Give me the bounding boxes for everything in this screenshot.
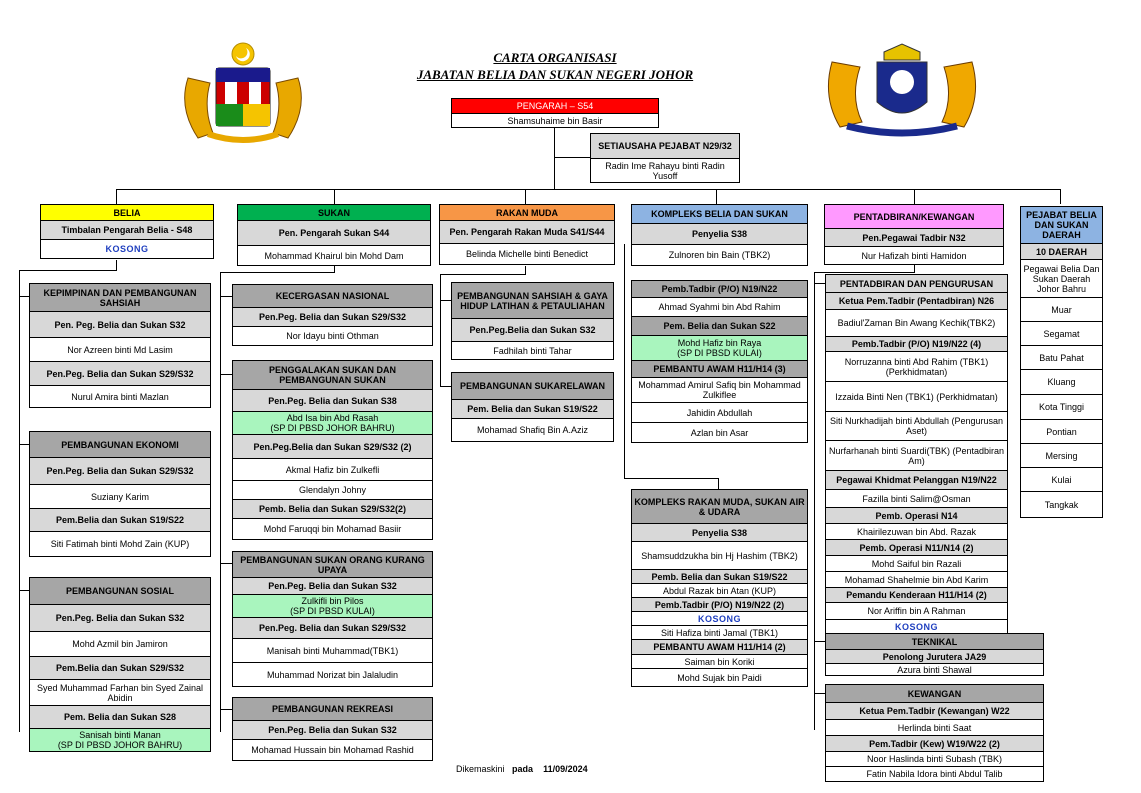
rakan-pen: Pen. Pengarah Rakan Muda S41/S44 [439, 220, 615, 244]
oku-name-1 [232, 594, 433, 618]
connector-line [19, 270, 117, 271]
sosial-name-3a: Sanisah binti Manan [79, 730, 161, 740]
teknikal-name-1: Azura binti Shawal [825, 663, 1044, 676]
connector-line [440, 386, 451, 387]
connector-line [914, 189, 915, 204]
connector-line [19, 270, 20, 732]
pent-sub-post-3: Pegawai Khidmat Pelanggan N19/N22 [825, 470, 1008, 490]
kepimpinan-header: KEPIMPINAN DAN PEMBANGUNAN SAHSIAH [29, 283, 211, 312]
connector-line [116, 189, 117, 204]
oku-name-2a: Manisah binti Muhammad(TBK1) [232, 638, 433, 663]
kepimpinan-post-2: Pen.Peg. Belia dan Sukan S29/S32 [29, 361, 211, 386]
kbs-name-4b: Jahidin Abdullah [631, 402, 808, 423]
pent-sub-name-6a: Nor Ariffin bin A Rahman [825, 602, 1008, 620]
krm-name-2: Abdul Razak bin Atan (KUP) [631, 583, 808, 598]
penggalakan-name-3: Mohd Faruqqi bin Mohamad Basiir [232, 518, 433, 540]
penggalakan-post-2: Pen.Peg.Belia dan Sukan S29/S32 (2) [232, 434, 433, 459]
footer-date: 11/09/2024 [543, 764, 588, 774]
connector-line [19, 444, 29, 445]
penggalakan-name-2b: Glendalyn Johny [232, 480, 433, 500]
teknikal-post-1: Penolong Jurutera JA29 [825, 649, 1044, 664]
daerah-item: Pegawai Belia Dan Sukan Daerah Johor Bahru [1020, 259, 1103, 298]
sahsiah-header: PEMBANGUNAN SAHSIAH & GAYA HIDUP LATIHAN & PETAULIAHAN [451, 282, 614, 319]
oku-header: PEMBANGUNAN SUKAN ORANG KURANG UPAYA [232, 551, 433, 578]
connector-line [220, 272, 221, 732]
connector-line [19, 590, 29, 591]
kewangan-name-2b: Fatin Nabila Idora binti Abdul Talib [825, 766, 1044, 782]
sosial-post-3: Pem. Belia dan Sukan S28 [29, 705, 211, 729]
chart-title-line1: CARTA ORGANISASI [493, 50, 617, 65]
johor-coat-of-arms-logo [822, 42, 982, 137]
pent-sub-name-3: Fazilla binti Salim@Osman [825, 489, 1008, 508]
sukarelawan-header: PEMBANGUNAN SUKARELAWAN [451, 372, 614, 400]
kecergasan-post-1: Pen.Peg. Belia dan Sukan S29/S32 [232, 307, 433, 327]
krm-name-1: Shamsuddzukha bin Hj Hashim (TBK2) [631, 541, 808, 570]
sosial-name-1: Mohd Azmil bin Jamiron [29, 631, 211, 657]
kbs-post-2: Pemb.Tadbir (P/O) N19/N22 [631, 280, 808, 298]
connector-line [334, 189, 335, 204]
footer-label: Dikemaskini [456, 764, 505, 774]
connector-line [220, 563, 232, 564]
krm-name-4a: Saiman bin Koriki [631, 654, 808, 669]
kbs-post-4: PEMBANTU AWAM H11/H14 (3) [631, 360, 808, 378]
pent-name-1: Nur Hafizah binti Hamidon [824, 246, 1004, 265]
pent-sub-name-4: Khairilezuwan bin Abd. Razak [825, 523, 1008, 540]
oku-name-1a: Zulkifli bin Pilos [301, 596, 364, 606]
sukarelawan-name-1: Mohamad Shafiq Bin A.Aziz [451, 418, 614, 442]
penggalakan-name-1 [232, 411, 433, 435]
connector-line [554, 127, 555, 189]
sosial-name-3b: (SP DI PBSD JOHOR BAHRU) [57, 740, 183, 750]
kewangan-post-1: Ketua Pem.Tadbir (Kewangan) W22 [825, 702, 1044, 720]
sosial-name-2: Syed Muhammad Farhan bin Syed Zainal Abidin [29, 679, 211, 706]
pent-sub-name-2b: Izzaida Binti Nen (TBK1) (Perkhidmatan) [825, 381, 1008, 412]
krm-post-4: PEMBANTU AWAM H11/H14 (2) [631, 639, 808, 655]
setiausaha-name: Radin Ime Rahayu binti Radin Yusoff [590, 158, 740, 183]
krm-post-1: Penyelia S38 [631, 523, 808, 542]
connector-line [220, 272, 335, 273]
ekonomi-name-2: Siti Fatimah binti Mohd Zain (KUP) [29, 531, 211, 557]
pent-sub-post-1: Ketua Pem.Tadbir (Pentadbiran) N26 [825, 292, 1008, 310]
daerah-item: Pontian [1020, 419, 1103, 444]
sosial-name-3 [29, 728, 211, 752]
daerah-item: Kluang [1020, 369, 1103, 395]
pengarah-name: Shamsuhaime bin Basir [451, 113, 659, 128]
kewangan-header: KEWANGAN [825, 684, 1044, 703]
pent-sub-name-5a: Mohd Saiful bin Razali [825, 555, 1008, 572]
connector-line [814, 693, 825, 694]
rakan-pen-name: Belinda Michelle binti Benedict [439, 243, 615, 265]
connector-line [116, 260, 117, 270]
pent-sub-name-2c: Siti Nurkhadijah binti Abdullah (Pengurusan Aset) [825, 411, 1008, 441]
daerah-item: Segamat [1020, 321, 1103, 346]
penggalakan-header: PENGGALAKAN SUKAN DAN PEMBANGUNAN SUKAN [232, 360, 433, 390]
rekreasi-post-1: Pen.Peg. Belia dan Sukan S32 [232, 720, 433, 740]
malaysia-coat-of-arms-logo [178, 38, 308, 148]
kewangan-post-2: Pem.Tadbir (Kew) W19/W22 (2) [825, 735, 1044, 752]
connector-line [220, 296, 232, 297]
penggalakan-name-1b: (SP DI PBSD JOHOR BAHRU) [270, 423, 395, 433]
oku-post-2: Pen.Peg. Belia dan Sukan S29/S32 [232, 617, 433, 639]
kbs-post-1: Penyelia S38 [631, 223, 808, 245]
daerah-header: PEJABAT BELIA DAN SUKAN DAERAH [1020, 206, 1103, 244]
footer-updated [456, 764, 588, 774]
rakan-header: RAKAN MUDA [439, 204, 615, 221]
kbs-post-3: Pem. Belia dan Sukan S22 [631, 316, 808, 336]
teknikal-header: TEKNIKAL [825, 633, 1044, 650]
daerah-item: Kota Tinggi [1020, 394, 1103, 420]
kepimpinan-name-1: Nor Azreen binti Md Lasim [29, 337, 211, 362]
connector-line [220, 374, 232, 375]
sukarelawan-post-1: Pem. Belia dan Sukan S19/S22 [451, 399, 614, 419]
belia-timbalan: Timbalan Pengarah Belia - S48 [40, 220, 214, 240]
connector-line [814, 272, 815, 730]
daerah-item: Tangkak [1020, 491, 1103, 518]
setiausaha-header: SETIAUSAHA PEJABAT N29/32 [590, 133, 740, 159]
sosial-post-2: Pem.Belia dan Sukan S29/S32 [29, 656, 211, 680]
rekreasi-name-1: Mohamad Hussain bin Mohamad Rashid [232, 739, 433, 761]
kepimpinan-name-2: Nurul Amira binti Mazlan [29, 385, 211, 408]
krm-name-4b: Mohd Sujak bin Paidi [631, 668, 808, 687]
pent-sub-post-2: Pemb.Tadbir (P/O) N19/N22 (4) [825, 336, 1008, 352]
daerah-item: Kulai [1020, 467, 1103, 492]
daerah-item: Batu Pahat [1020, 345, 1103, 370]
oku-name-2b: Muhammad Norizat bin Jalaludin [232, 662, 433, 687]
krm-name-3a: KOSONG [631, 611, 808, 626]
connector-line [814, 641, 825, 642]
belia-header: BELIA [40, 204, 214, 221]
pent-sub-post-5: Pemb. Operasi N11/N14 (2) [825, 539, 1008, 556]
connector-line [554, 157, 590, 158]
kbs-name-3 [631, 335, 808, 361]
kbs-name-4a: Mohammad Amirul Safiq bin Mohammad Zulkiflee [631, 377, 808, 403]
connector-line [525, 266, 526, 274]
penggalakan-name-1a: Abd Isa bin Abd Rasah [286, 413, 379, 423]
pent-sub-name-2d: Nurfarhanah binti Suardi(TBK) (Pentadbiran Am) [825, 440, 1008, 471]
connector-line [116, 189, 1060, 190]
ekonomi-name-1: Suziany Karim [29, 484, 211, 509]
connector-line [440, 300, 451, 301]
connector-line [440, 274, 526, 275]
connector-line [19, 296, 29, 297]
pent-sub-post-4: Pemb. Operasi N14 [825, 507, 1008, 524]
connector-line [914, 264, 915, 272]
krm-post-3: Pemb.Tadbir (P/O) N19/N22 (2) [631, 597, 808, 612]
kbs-name-1: Zulnoren bin Bain (TBK2) [631, 244, 808, 266]
krm-name-3b: Siti Hafiza binti Jamal (TBK1) [631, 625, 808, 640]
pent-sub-name-2a: Norruzanna binti Abd Rahim (TBK1) (Perkhidmatan) [825, 351, 1008, 382]
pent-sub-post-6: Pemandu Kenderaan H11/H14 (2) [825, 587, 1008, 603]
connector-line [440, 274, 441, 386]
krm-post-2: Pemb. Belia dan Sukan S19/S22 [631, 569, 808, 584]
pengarah-header: PENGARAH – S54 [451, 98, 659, 114]
kepimpinan-post-1: Pen. Peg. Belia dan Sukan S32 [29, 311, 211, 338]
ekonomi-header: PEMBANGUNAN EKONOMI [29, 431, 211, 458]
daerah-item: Mersing [1020, 443, 1103, 468]
penggalakan-post-1: Pen.Peg. Belia dan Sukan S38 [232, 389, 433, 412]
kewangan-name-2a: Noor Haslinda binti Subash (TBK) [825, 751, 1044, 767]
oku-name-1b: (SP DI PBSD KULAI) [290, 606, 375, 616]
daerah-count: 10 DAERAH [1020, 243, 1103, 260]
kbs-name-4c: Azlan bin Asar [631, 422, 808, 443]
sukan-pen: Pen. Pengarah Sukan S44 [237, 220, 431, 246]
sosial-header: PEMBANGUNAN SOSIAL [29, 577, 211, 605]
connector-line [624, 478, 718, 479]
pent-sub-name-1: Badiul'Zaman Bin Awang Kechik(TBK2) [825, 309, 1008, 337]
sosial-post-1: Pen.Peg. Belia dan Sukan S32 [29, 604, 211, 632]
chart-title-line2: JABATAN BELIA DAN SUKAN NEGERI JOHOR [416, 67, 694, 82]
connector-line [1060, 189, 1061, 204]
connector-line [814, 272, 915, 273]
kbs-name-2: Ahmad Syahmi bin Abd Rahim [631, 297, 808, 317]
pent-sub-name-6b: KOSONG [825, 619, 1008, 634]
footer-pada: pada [512, 764, 534, 774]
oku-post-1: Pen.Peg. Belia dan Sukan S32 [232, 577, 433, 595]
kbs-name-3b: (SP DI PBSD KULAI) [677, 348, 762, 358]
pent-header: PENTADBIRAN/KEWANGAN [824, 204, 1004, 229]
pent-post-1: Pen.Pegawai Tadbir N32 [824, 228, 1004, 247]
sukan-pen-name: Mohammad Khairul bin Mohd Dam [237, 245, 431, 266]
penggalakan-post-3: Pemb. Belia dan Sukan S29/S32(2) [232, 499, 433, 519]
connector-line [525, 189, 526, 204]
kbs-name-3a: Mohd Hafiz bin Raya [677, 338, 762, 348]
kbs-header: KOMPLEKS BELIA DAN SUKAN [631, 204, 808, 224]
pent-sub-name-5b: Mohamad Shahelmie bin Abd Karim [825, 571, 1008, 588]
belia-timbalan-name: KOSONG [40, 239, 214, 259]
rekreasi-header: PEMBANGUNAN REKREASI [232, 697, 433, 721]
kecergasan-header: KECERGASAN NASIONAL [232, 284, 433, 308]
connector-line [814, 283, 825, 284]
kecergasan-name-1: Nor Idayu binti Othman [232, 326, 433, 346]
krm-header: KOMPLEKS RAKAN MUDA, SUKAN AIR & UDARA [631, 489, 808, 524]
sahsiah-name-1: Fadhilah binti Tahar [451, 341, 614, 360]
ekonomi-post-1: Pen.Peg. Belia dan Sukan S29/S32 [29, 457, 211, 485]
daerah-item: Muar [1020, 297, 1103, 322]
pentadbiran-sub-header: PENTADBIRAN DAN PENGURUSAN [825, 274, 1008, 293]
connector-line [716, 189, 717, 204]
sahsiah-post-1: Pen.Peg.Belia dan Sukan S32 [451, 318, 614, 342]
kewangan-name-1: Herlinda binti Saat [825, 719, 1044, 736]
connector-line [624, 244, 625, 478]
penggalakan-name-2a: Akmal Hafiz bin Zulkefli [232, 458, 433, 481]
connector-line [220, 709, 232, 710]
ekonomi-post-2: Pem.Belia dan Sukan S19/S22 [29, 508, 211, 532]
sukan-header: SUKAN [237, 204, 431, 221]
